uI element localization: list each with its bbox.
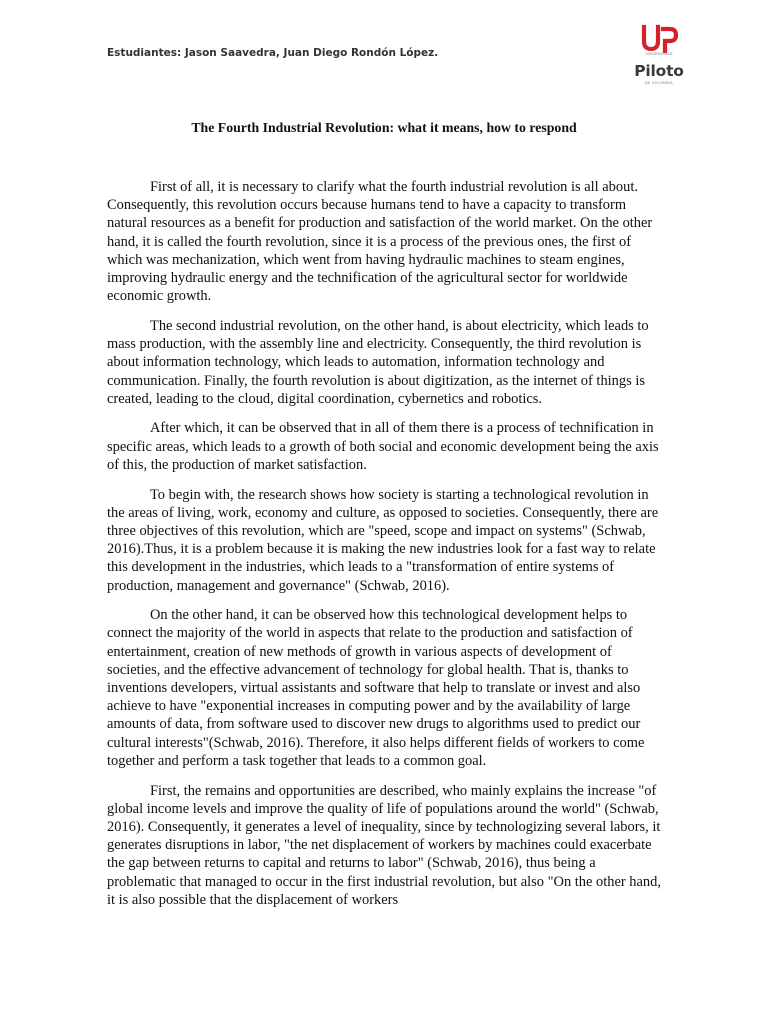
logo-top-tagline: UNIVERSIDAD	[645, 52, 673, 56]
students-header: Estudiantes: Jason Saavedra, Juan Diego Rondón López.	[107, 47, 439, 59]
logo-name: Piloto	[634, 62, 684, 80]
document-title: The Fourth Industrial Revolution: what it means, how to respond	[191, 120, 577, 135]
university-logo	[630, 24, 688, 92]
paragraph: The second industrial revolution, on the other hand, is about electricity, which leads to mass production, with the assembly line and electricity. Consequently, the third revolution is about information technology, which leads to automation, information technology and communication. Finally, the fourth revolution is about digitization, as the internet of things is created, leading to the cloud, digital coordination, cybernetics and robotics.	[107, 317, 649, 407]
paragraph: On the other hand, it can be observed how this technological development helps to connect the majority of the world in aspects that relate to the production and satisfaction of entertainment, creation of new methods of growth in various aspects of development of societies, and the effective advancement of technology for global health. That is, thanks to inventions developers, virtual assistants and software that help to translate or invest and also achieve to have "exponential increases in computing power and by the availability of large amounts of data, from software used to discover new drugs to algorithms used to predict our cultural interests"(Schwab, 2016). Therefore, it also helps different fields of workers to come together and perform a task together that leads to a common goal.	[107, 607, 645, 769]
paragraph: To begin with, the research shows how society is starting a technological revolution in the areas of living, work, economy and culture, as opposed to societies. Consequently, there are three objectives of this revolution, which are "speed, scope and impact on systems" (Schwab, 2016).Thus, it is a problem because it is making the new industries look for a fast way to relate this development in the industries, which leads to a "transformation of entire systems of production, management and governance" (Schwab, 2016).	[107, 486, 659, 594]
paragraph: First, the remains and opportunities are described, who mainly explains the increase "of global income levels and improve the quality of life of populations around the world" (Schwab, 2016). Consequently, it generates a level of inequality, since by technologizing several labors, it generates disruptions in labor, "the net displacement of workers by machines could exacerbate the gap between returns to capital and returns to labor" (Schwab, 2016), thus being a problematic that managed to occur in the first industrial revolution, but also "On the other hand, it is also possible that the displacement of workers	[107, 782, 661, 908]
paragraph: First of all, it is necessary to clarify what the fourth industrial revolution is all about. Consequently, this revolution occurs because humans tend to have a capacity to transform natural resources as a benefit for production and satisfaction of the world market. On the other hand, it is called the fourth revolution, since it is a process of the previous ones, the first of which was mechanization, which went from having hydraulic machines to steam engines, improving hydraulic energy and the technification of the agricultural sector for worldwide economic growth.	[107, 179, 653, 305]
logo-bottom-tagline: DE COLOMBIA	[645, 81, 673, 85]
document-body	[107, 178, 667, 921]
paragraph: After which, it can be observed that in all of them there is a process of technification in specific areas, which leads to a growth of both social and economic development being the axis of this, the production of market satisfaction.	[107, 420, 659, 473]
logo-monogram-icon	[630, 24, 688, 54]
